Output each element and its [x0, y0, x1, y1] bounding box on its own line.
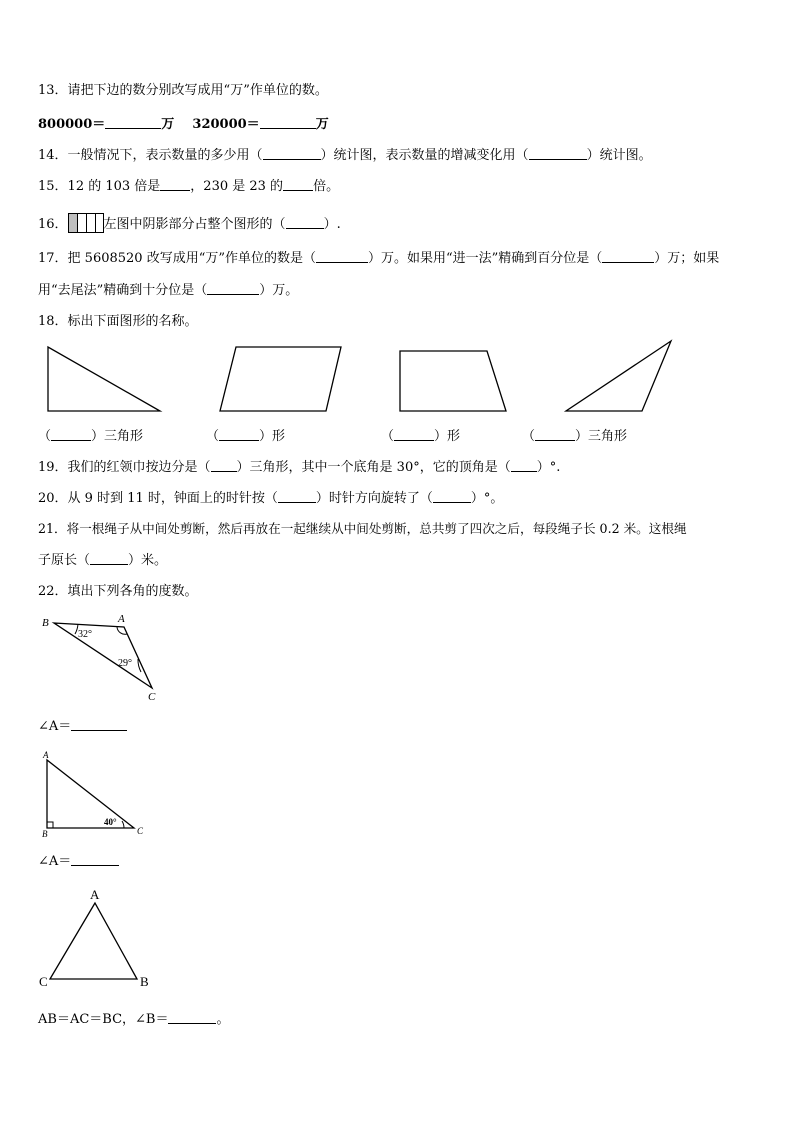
fig2-angle-c-arc [122, 821, 124, 828]
answer-1 [38, 718, 127, 735]
fig1-label-a: A [118, 613, 125, 625]
question-15 [38, 178, 339, 195]
answer-1-text: ∠A＝ [38, 719, 72, 734]
q18-label-1 [38, 428, 143, 445]
q15-blank-1[interactable] [160, 178, 190, 191]
q17-text-3: ）万；如果 [654, 251, 720, 266]
shaded-part [68, 214, 77, 233]
q16-end: ）. [323, 217, 341, 232]
q18-label-4 [522, 428, 627, 445]
q19-blank-2[interactable] [511, 459, 537, 472]
q15-text-1: 15．12 的 103 倍是 [38, 179, 161, 194]
fig2-label-a: A [43, 750, 49, 760]
q18-label-3-open: （ [381, 429, 395, 444]
q16-blank[interactable] [286, 216, 324, 229]
fraction-bar-figure [68, 213, 104, 233]
q14-blank-1[interactable] [263, 147, 321, 160]
fig3-label-c: C [39, 974, 48, 989]
fig3-label-b: B [140, 974, 149, 989]
q21-text-1: 21．将一根绳子从中间处剪断，然后再放在一起继续从中间处剪断，总共剪了四次之后，每段绳子长 0.2 米。这根绳 [38, 521, 687, 536]
question-14 [38, 147, 652, 164]
q15-text-3: 倍。 [313, 179, 340, 194]
answer-2 [38, 853, 119, 870]
q17-blank-1[interactable] [316, 250, 368, 263]
q17-blank-3[interactable] [207, 282, 259, 295]
question-13-text: 13．请把下边的数分别改写成用“万”作单位的数。 [38, 83, 328, 98]
q14-text-2: ）统计图，表示数量的增减变化用（ [320, 148, 529, 163]
q17-text-2: ）万。如果用“进一法”精确到百分位是（ [368, 251, 603, 266]
q14-blank-2[interactable] [529, 147, 587, 160]
q18-label-1-open: （ [38, 429, 52, 444]
fig2-label-b: B [42, 829, 48, 839]
answer-3-blank[interactable] [168, 1011, 216, 1024]
q18-blank-1[interactable] [51, 428, 91, 441]
triangle-figure-3 [38, 885, 168, 995]
q20-blank-1[interactable] [278, 490, 316, 503]
trapezoid-shape [400, 351, 506, 411]
q13-a-number: 800000＝ [38, 117, 106, 132]
q13-b-number: 320000＝ [192, 117, 260, 132]
q16-text: 左图中阴影部分占整个图形的（ [103, 217, 286, 232]
question-22 [38, 584, 198, 600]
answer-2-text: ∠A＝ [38, 854, 72, 869]
q20-text-1: 20．从 9 时到 11 时，钟面上的时针按（ [38, 491, 278, 506]
q13-b-unit: 万 [315, 117, 329, 132]
q13-a-blank[interactable] [105, 116, 161, 129]
q18-label-1-close: ）三角形 [91, 429, 144, 444]
answer-1-blank[interactable] [71, 718, 127, 731]
triangle-figure-1 [38, 610, 198, 710]
q18-label-2-close: ）形 [259, 429, 286, 444]
question-13-answers [38, 116, 329, 133]
q21-text-3: ）米。 [128, 553, 168, 568]
triangle-figure-2 [38, 748, 168, 838]
q13-a-unit: 万 [161, 117, 175, 132]
q20-text-3: ）°。 [470, 491, 504, 506]
q18-label-4-open: （ [522, 429, 536, 444]
fig1-label-b: B [42, 617, 49, 629]
fraction-bar-svg [68, 213, 104, 233]
q17-blank-2[interactable] [602, 250, 654, 263]
q18-label-4-close: ）三角形 [575, 429, 628, 444]
q15-blank-2[interactable] [283, 178, 313, 191]
q18-text: 18．标出下面图形的名称。 [38, 314, 198, 329]
q21-text-2: 子原长（ [38, 553, 91, 568]
q19-text-3: ）°. [536, 460, 561, 475]
fig1-angle-32: 32° [78, 629, 92, 640]
q18-blank-4[interactable] [535, 428, 575, 441]
q15-text-2: ，230 是 23 的 [190, 179, 284, 194]
q22-text: 22．填出下列各角的度数。 [38, 584, 198, 599]
fig2-right-angle-mark [47, 822, 53, 828]
question-17-line-2 [38, 282, 298, 299]
q19-text-2: ）三角形，其中一个底角是 30°，它的顶角是（ [236, 460, 511, 475]
question-19 [38, 459, 560, 476]
q14-text-1: 14．一般情况下，表示数量的多少用（ [38, 148, 263, 163]
q18-label-3-close: ）形 [434, 429, 461, 444]
fig1-triangle [54, 623, 152, 688]
question-20 [38, 490, 503, 507]
question-13 [38, 83, 328, 99]
q18-label-2-open: （ [206, 429, 220, 444]
q18-blank-3[interactable] [394, 428, 434, 441]
fig1-angle-29: 29° [118, 658, 132, 669]
q20-blank-2[interactable] [433, 490, 471, 503]
fig2-label-c: C [137, 826, 144, 836]
q19-text-1: 19．我们的红领巾按边分是（ [38, 460, 211, 475]
answer-3-text: AB＝AC＝BC，∠B＝ [38, 1012, 169, 1027]
q18-blank-2[interactable] [219, 428, 259, 441]
answer-3 [38, 1011, 229, 1028]
q17-text-4: 用“去尾法”精确到十分位是（ [38, 283, 208, 298]
question-21-line-2 [38, 552, 167, 569]
q17-text-1: 17．把 5608520 改写成用“万”作单位的数是（ [38, 251, 316, 266]
fig1-label-c: C [148, 691, 156, 703]
fig2-angle-40: 40° [104, 817, 117, 827]
q20-text-2: ）时针方向旋转了（ [315, 491, 433, 506]
q18-shapes [0, 338, 794, 418]
question-17-line-1 [38, 250, 719, 267]
q18-label-2 [206, 428, 285, 445]
question-18 [38, 314, 198, 330]
fig2-triangle [47, 760, 134, 828]
q14-text-3: ）统计图。 [586, 148, 652, 163]
right-triangle-shape [48, 347, 160, 411]
q19-blank-1[interactable] [211, 459, 237, 472]
question-21-line-1 [38, 521, 687, 537]
parallelogram-shape [220, 347, 341, 411]
obtuse-triangle-shape [566, 341, 671, 411]
answer-2-blank[interactable] [71, 853, 119, 866]
fig3-triangle [50, 903, 137, 979]
q16-number: 16． [38, 217, 68, 232]
q18-label-3 [381, 428, 460, 445]
q21-blank[interactable] [90, 552, 128, 565]
answer-3-end: 。 [216, 1012, 230, 1027]
q17-text-5: ）万。 [259, 283, 299, 298]
question-16 [38, 213, 341, 233]
q13-b-blank[interactable] [260, 116, 316, 129]
fig3-label-a: A [90, 887, 100, 902]
